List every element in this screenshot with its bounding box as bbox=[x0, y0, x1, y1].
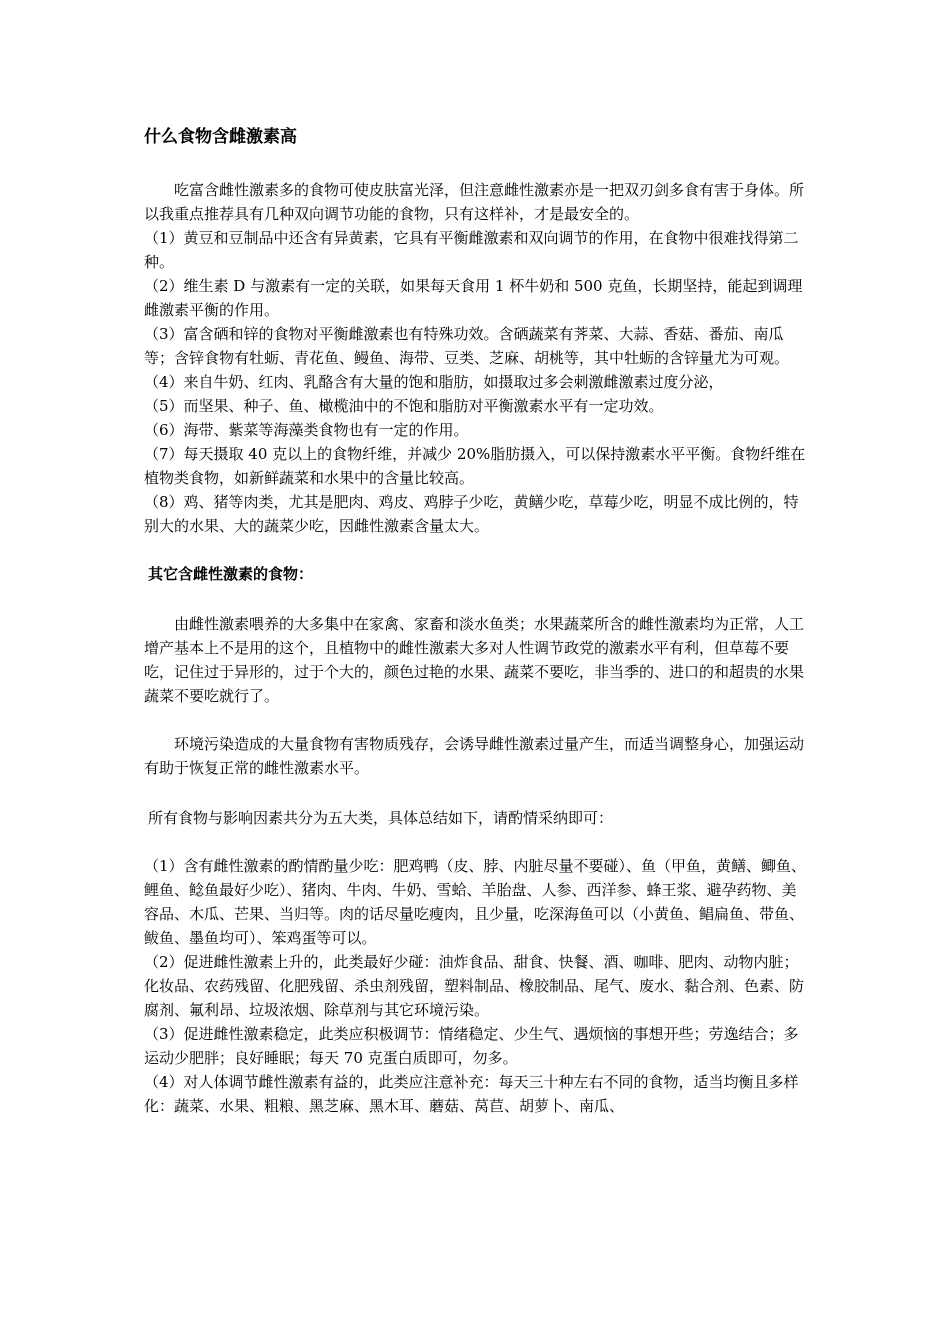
intro-paragraph: 吃富含雌性激素多的食物可使皮肤富光泽，但注意雌性激素亦是一把双刃剑多食有害于身体。所以我重点推荐具有几种双向调节功能的食物，只有这样补，才是最安全的。 bbox=[144, 181, 805, 223]
list-item: （1）黄豆和豆制品中还含有异黄素，它具有平衡雌激素和双向调节的作用，在食物中很难找得第二种。 bbox=[144, 229, 799, 271]
list-item: （4）来自牛奶、红肉、乳酪含有大量的饱和脂肪，如摄取过多会刺激雌激素过度分泌， bbox=[144, 373, 724, 391]
list-item: （2）促进雌性激素上升的，此类最好少碰：油炸食品、甜食、快餐、酒、咖啡、肥肉、动物内脏；化妆品、农药残留、化肥残留、杀虫剂残留，塑料制品、橡胶制品、尾气、废水、黏合剂、色素、防腐剂、氟利昂、垃圾浓烟、除草剂与其它环境污染。 bbox=[144, 953, 805, 1019]
body-paragraph: 由雌性激素喂养的大多集中在家禽、家畜和淡水鱼类；水果蔬菜所含的雌性激素均为正常，人工增产基本上不是用的这个，且植物中的雌性激素大多对人性调节政党的激素水平有利，但草莓不要吃，记住过于异形的，过于个大的，颜色过艳的水果、蔬菜不要吃，非当季的、进口的和超贵的水果蔬菜不要吃就行了。 bbox=[144, 615, 805, 705]
recommended-foods-list bbox=[144, 226, 810, 538]
body-paragraph: 环境污染造成的大量食物有害物质残存，会诱导雌性激素过量产生，而适当调整身心，加强运动有助于恢复正常的雌性激素水平。 bbox=[144, 735, 805, 777]
list-item: （5）而坚果、种子、鱼、橄榄油中的不饱和脂肪对平衡激素水平有一定功效。 bbox=[144, 397, 664, 415]
summary-list bbox=[144, 854, 810, 1118]
list-item: （7）每天摄取 40 克以上的食物纤维，并减少 20%脂肪摄入，可以保持激素水平平衡。食物纤维在植物类食物，如新鲜蔬菜和水果中的含量比较高。 bbox=[144, 445, 806, 487]
list-item: （6）海带、紫菜等海藻类食物也有一定的作用。 bbox=[144, 421, 469, 439]
section-heading: 其它含雌性激素的食物： bbox=[148, 565, 314, 583]
document-title: 什么食物含雌激素高 bbox=[144, 127, 297, 147]
list-item: （3）富含硒和锌的食物对平衡雌激素也有特殊功效。含硒蔬菜有荠菜、大蒜、香菇、番茄、南瓜等；含锌食物有牡蛎、青花鱼、鳗鱼、海带、豆类、芝麻、胡桃等，其中牡蛎的含锌量尤为可观。 bbox=[144, 325, 790, 367]
list-item: （8）鸡、猪等肉类，尤其是肥肉、鸡皮、鸡脖子少吃，黄鳝少吃，草莓少吃，明显不成比例的，特别大的水果、大的蔬菜少吃，因雌性激素含量太大。 bbox=[144, 493, 799, 535]
list-item: （4）对人体调节雌性激素有益的，此类应注意补充：每天三十种左右不同的食物，适当均衡且多样化：蔬菜、水果、粗粮、黑芝麻、黑木耳、蘑菇、莴苣、胡萝卜、南瓜、 bbox=[144, 1073, 799, 1115]
list-item: （2）维生素 D 与激素有一定的关联，如果每天食用 1 杯牛奶和 500 克鱼，长期坚持，能起到调理雌激素平衡的作用。 bbox=[144, 277, 803, 319]
list-item: （3）促进雌性激素稳定，此类应积极调节：情绪稳定、少生气、遇烦恼的事想开些；劳逸结合；多运动少肥胖；良好睡眠；每天 70 克蛋白质即可，勿多。 bbox=[144, 1025, 799, 1067]
list-item: （1）含有雌性激素的酌情酌量少吃：肥鸡鸭（皮、脖、内脏尽量不要碰）、鱼（甲鱼，黄鳝、鲫鱼、鲤鱼、鲶鱼最好少吃）、猪肉、牛肉、牛奶、雪蛤、羊胎盘、人参、西洋参、蜂王浆、避孕药物、美容品、木瓜、芒果、当归等。肉的话尽量吃瘦肉，且少量，吃深海鱼可以（小黄鱼、鲳扁鱼、带鱼、鲅鱼、墨鱼均可）、笨鸡蛋等可以。 bbox=[144, 857, 807, 947]
summary-intro: 所有食物与影响因素共分为五大类，具体总结如下，请酌情采纳即可： bbox=[148, 809, 614, 827]
